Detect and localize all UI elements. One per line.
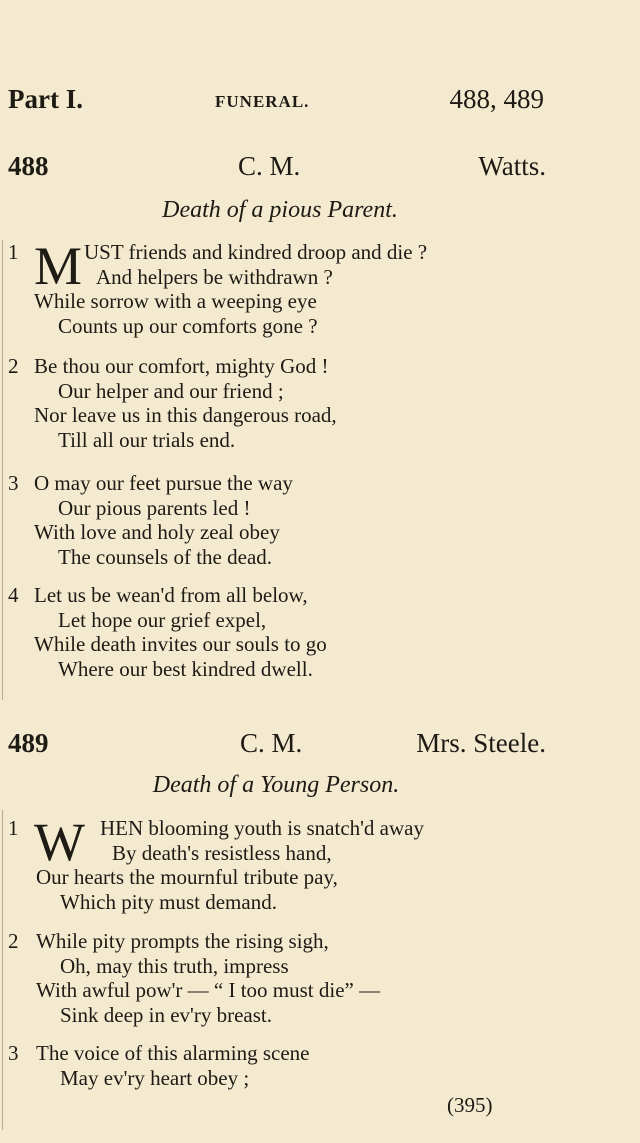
verse-line: While sorrow with a weeping eye <box>34 289 317 313</box>
hymn-title: Death of a pious Parent. <box>162 197 398 223</box>
verse-line: 3 O may our feet pursue the way <box>8 471 293 495</box>
hymn-author: Watts. <box>478 151 546 181</box>
verse-line: 2 Be thou our comfort, mighty God ! <box>8 354 329 378</box>
verse-line: While death invites our souls to go <box>34 632 327 656</box>
verse-number: 4 <box>8 583 19 607</box>
drop-cap: W <box>34 812 85 872</box>
hymn-header <box>8 151 546 187</box>
verse-line: Nor leave us in this dangerous road, <box>34 403 337 427</box>
part-label: Part I. <box>8 84 83 114</box>
verse-line: Where our best kindred dwell. <box>58 656 313 681</box>
verse-line: With love and holy zeal obey <box>34 520 280 544</box>
verse-line: With awful pow'r — “ I too must die” — <box>36 978 381 1002</box>
stanza <box>8 583 568 681</box>
verse-line: Our pious parents led ! <box>58 495 251 520</box>
stanza <box>8 1041 568 1090</box>
page-number: (395) <box>447 1093 493 1117</box>
verse-number: 3 <box>8 471 19 495</box>
stanza <box>8 929 568 1027</box>
stanza <box>8 471 568 569</box>
margin-rule <box>2 810 3 1130</box>
hymn-meter: C. M. <box>240 728 303 758</box>
section-label: FUNERAL. <box>215 92 310 111</box>
verse-line: 2 While pity prompts the rising sigh, <box>8 929 329 953</box>
stanza <box>8 812 568 914</box>
hymn-range: 488, 489 <box>449 84 544 114</box>
hymn-header <box>8 728 546 764</box>
verse-line: 4 Let us be wean'd from all below, <box>8 583 308 607</box>
verse-line: Counts up our comforts gone ? <box>58 313 318 338</box>
verse-number: 1 <box>8 240 19 264</box>
verse-line: Our hearts the mournful tribute pay, <box>36 865 338 889</box>
verse-line: Our helper and our friend ; <box>58 378 284 403</box>
margin-rule <box>2 240 3 700</box>
verse-number: 1 <box>8 816 19 840</box>
hymn-number: 488 <box>8 151 49 181</box>
verse-line: Sink deep in ev'ry breast. <box>60 1002 272 1027</box>
verse-line: And helpers be withdrawn ? <box>96 264 333 289</box>
hymn-number: 489 <box>8 728 49 758</box>
verse-line: 3 The voice of this alarming scene <box>8 1041 310 1065</box>
verse-number: 3 <box>8 1041 19 1065</box>
drop-cap: M <box>34 236 83 296</box>
hymn-author: Mrs. Steele. <box>416 728 546 758</box>
verse-number: 2 <box>8 354 19 378</box>
stanza <box>8 354 568 452</box>
verse-line: Oh, may this truth, impress <box>60 953 289 978</box>
stanza <box>8 236 568 338</box>
verse-line: The counsels of the dead. <box>58 544 273 569</box>
verse-number: 2 <box>8 929 19 953</box>
verse-line: Till all our trials end. <box>58 427 236 452</box>
verse-line: Which pity must demand. <box>60 889 277 914</box>
verse-line: HEN blooming youth is snatch'd away <box>100 816 424 840</box>
running-head <box>8 84 544 120</box>
verse-line: UST friends and kindred droop and die ? <box>84 240 428 264</box>
hymn-meter: C. M. <box>238 151 301 181</box>
verse-line: Let hope our grief expel, <box>58 607 267 632</box>
verse-line: By death's resistless hand, <box>112 840 332 865</box>
hymn-title: Death of a Young Person. <box>152 772 400 798</box>
verse-line: May ev'ry heart obey ; <box>60 1065 250 1090</box>
